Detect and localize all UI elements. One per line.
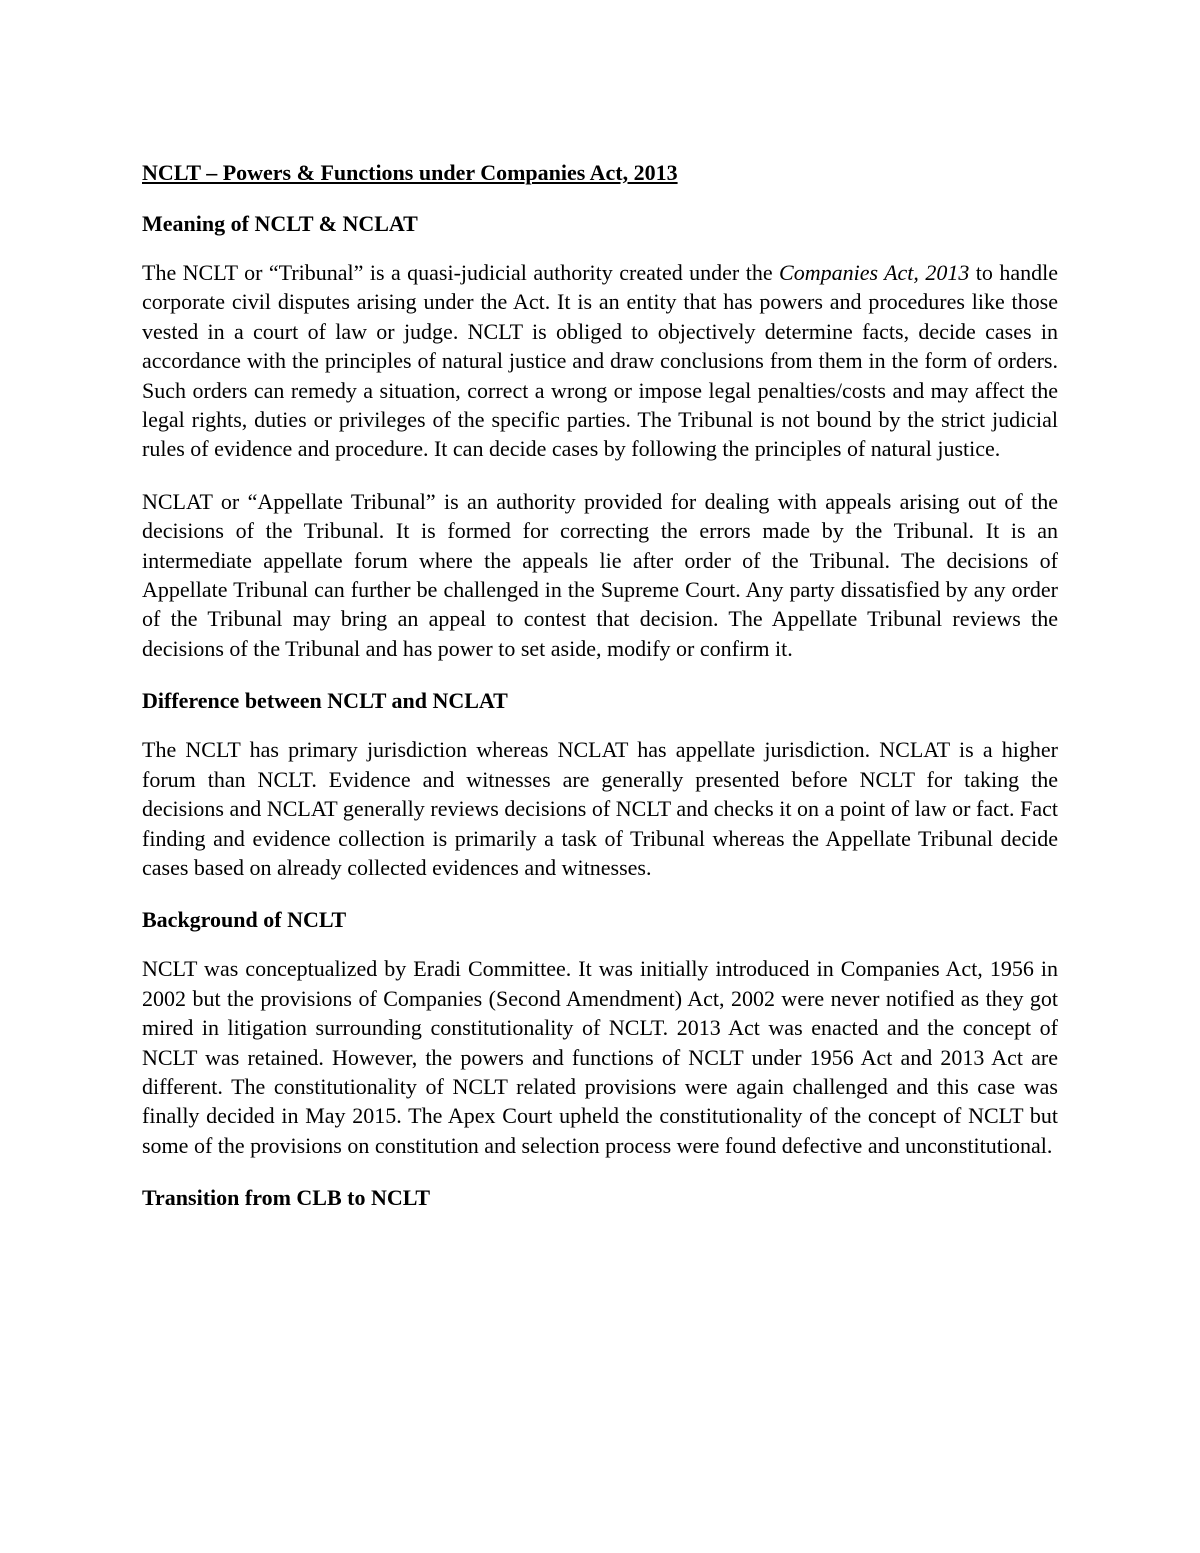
paragraph: The NCLT has primary jurisdiction whereas NCLAT has appellate jurisdiction. NCLAT is a higher forum than NCLT. Evidence and witnesses are generally presented before NCLT for taking the decisions and NCLAT generally reviews decisions of NCLT and checks it on a point of law or fact. Fact finding and evidence collection is primarily a task of Tribunal whereas the Appellate Tribunal decide cases based on already collected evidences and witnesses.: [142, 737, 1058, 880]
paragraph-text: to handle corporate civil disputes arising under the Act. It is an entity that has powers and procedures like those vested in a court of law or judge. NCLT is obliged to objectively determine facts, decide cases in accordance with the principles of natural justice and draw conclusions from them in the form of orders. Such orders can remedy a situation, correct a wrong or impose legal penalties/costs and may affect the legal rights, duties or privileges of the specific parties. The Tribunal is not bound by the strict judicial rules of evidence and procedure. It can decide cases by following the principles of natural justice.: [142, 260, 1058, 462]
italic-act-name: Companies Act, 2013: [779, 260, 970, 285]
paragraph: [142, 258, 1058, 464]
paragraph: NCLT was conceptualized by Eradi Committee. It was initially introduced in Companies Act, 1956 in 2002 but the provisions of Companies (Second Amendment) Act, 2002 were never notified as they got mired in litigation surrounding constitutionality of NCLT. 2013 Act was enacted and the concept of NCLT was retained. However, the powers and functions of NCLT under 1956 Act and 2013 Act are different. The constitutionality of NCLT related provisions were again challenged and this case was finally decided in May 2015. The Apex Court upheld the constitutionality of the concept of NCLT but some of the provisions on constitution and selection process were found defective and unconstitutional.: [142, 956, 1058, 1158]
section-heading: Meaning of NCLT & NCLAT: [142, 211, 418, 236]
section-heading: Transition from CLB to NCLT: [142, 1185, 431, 1211]
section-heading: Difference between NCLT and NCLAT: [142, 688, 508, 714]
paragraph: NCLAT or “Appellate Tribunal” is an authority provided for dealing with appeals arising out of the decisions of the Tribunal. It is formed for correcting the errors made by the Tribunal. It is an intermediate appellate forum where the appeals lie after order of the Tribunal. The decisions of Appellate Tribunal can further be challenged in the Supreme Court. Any party dissatisfied by any order of the Tribunal may bring an appeal to contest that decision. The Appellate Tribunal reviews the decisions of the Tribunal and has power to set aside, modify or confirm it.: [142, 488, 1058, 661]
section-heading: Background of NCLT: [142, 907, 347, 933]
paragraph-text: The NCLT or “Tribunal” is a quasi-judicial authority created under the: [142, 260, 780, 285]
document-title: NCLT – Powers & Functions under Companies Act, 2013: [142, 160, 678, 185]
document-page: [142, 158, 1058, 1232]
